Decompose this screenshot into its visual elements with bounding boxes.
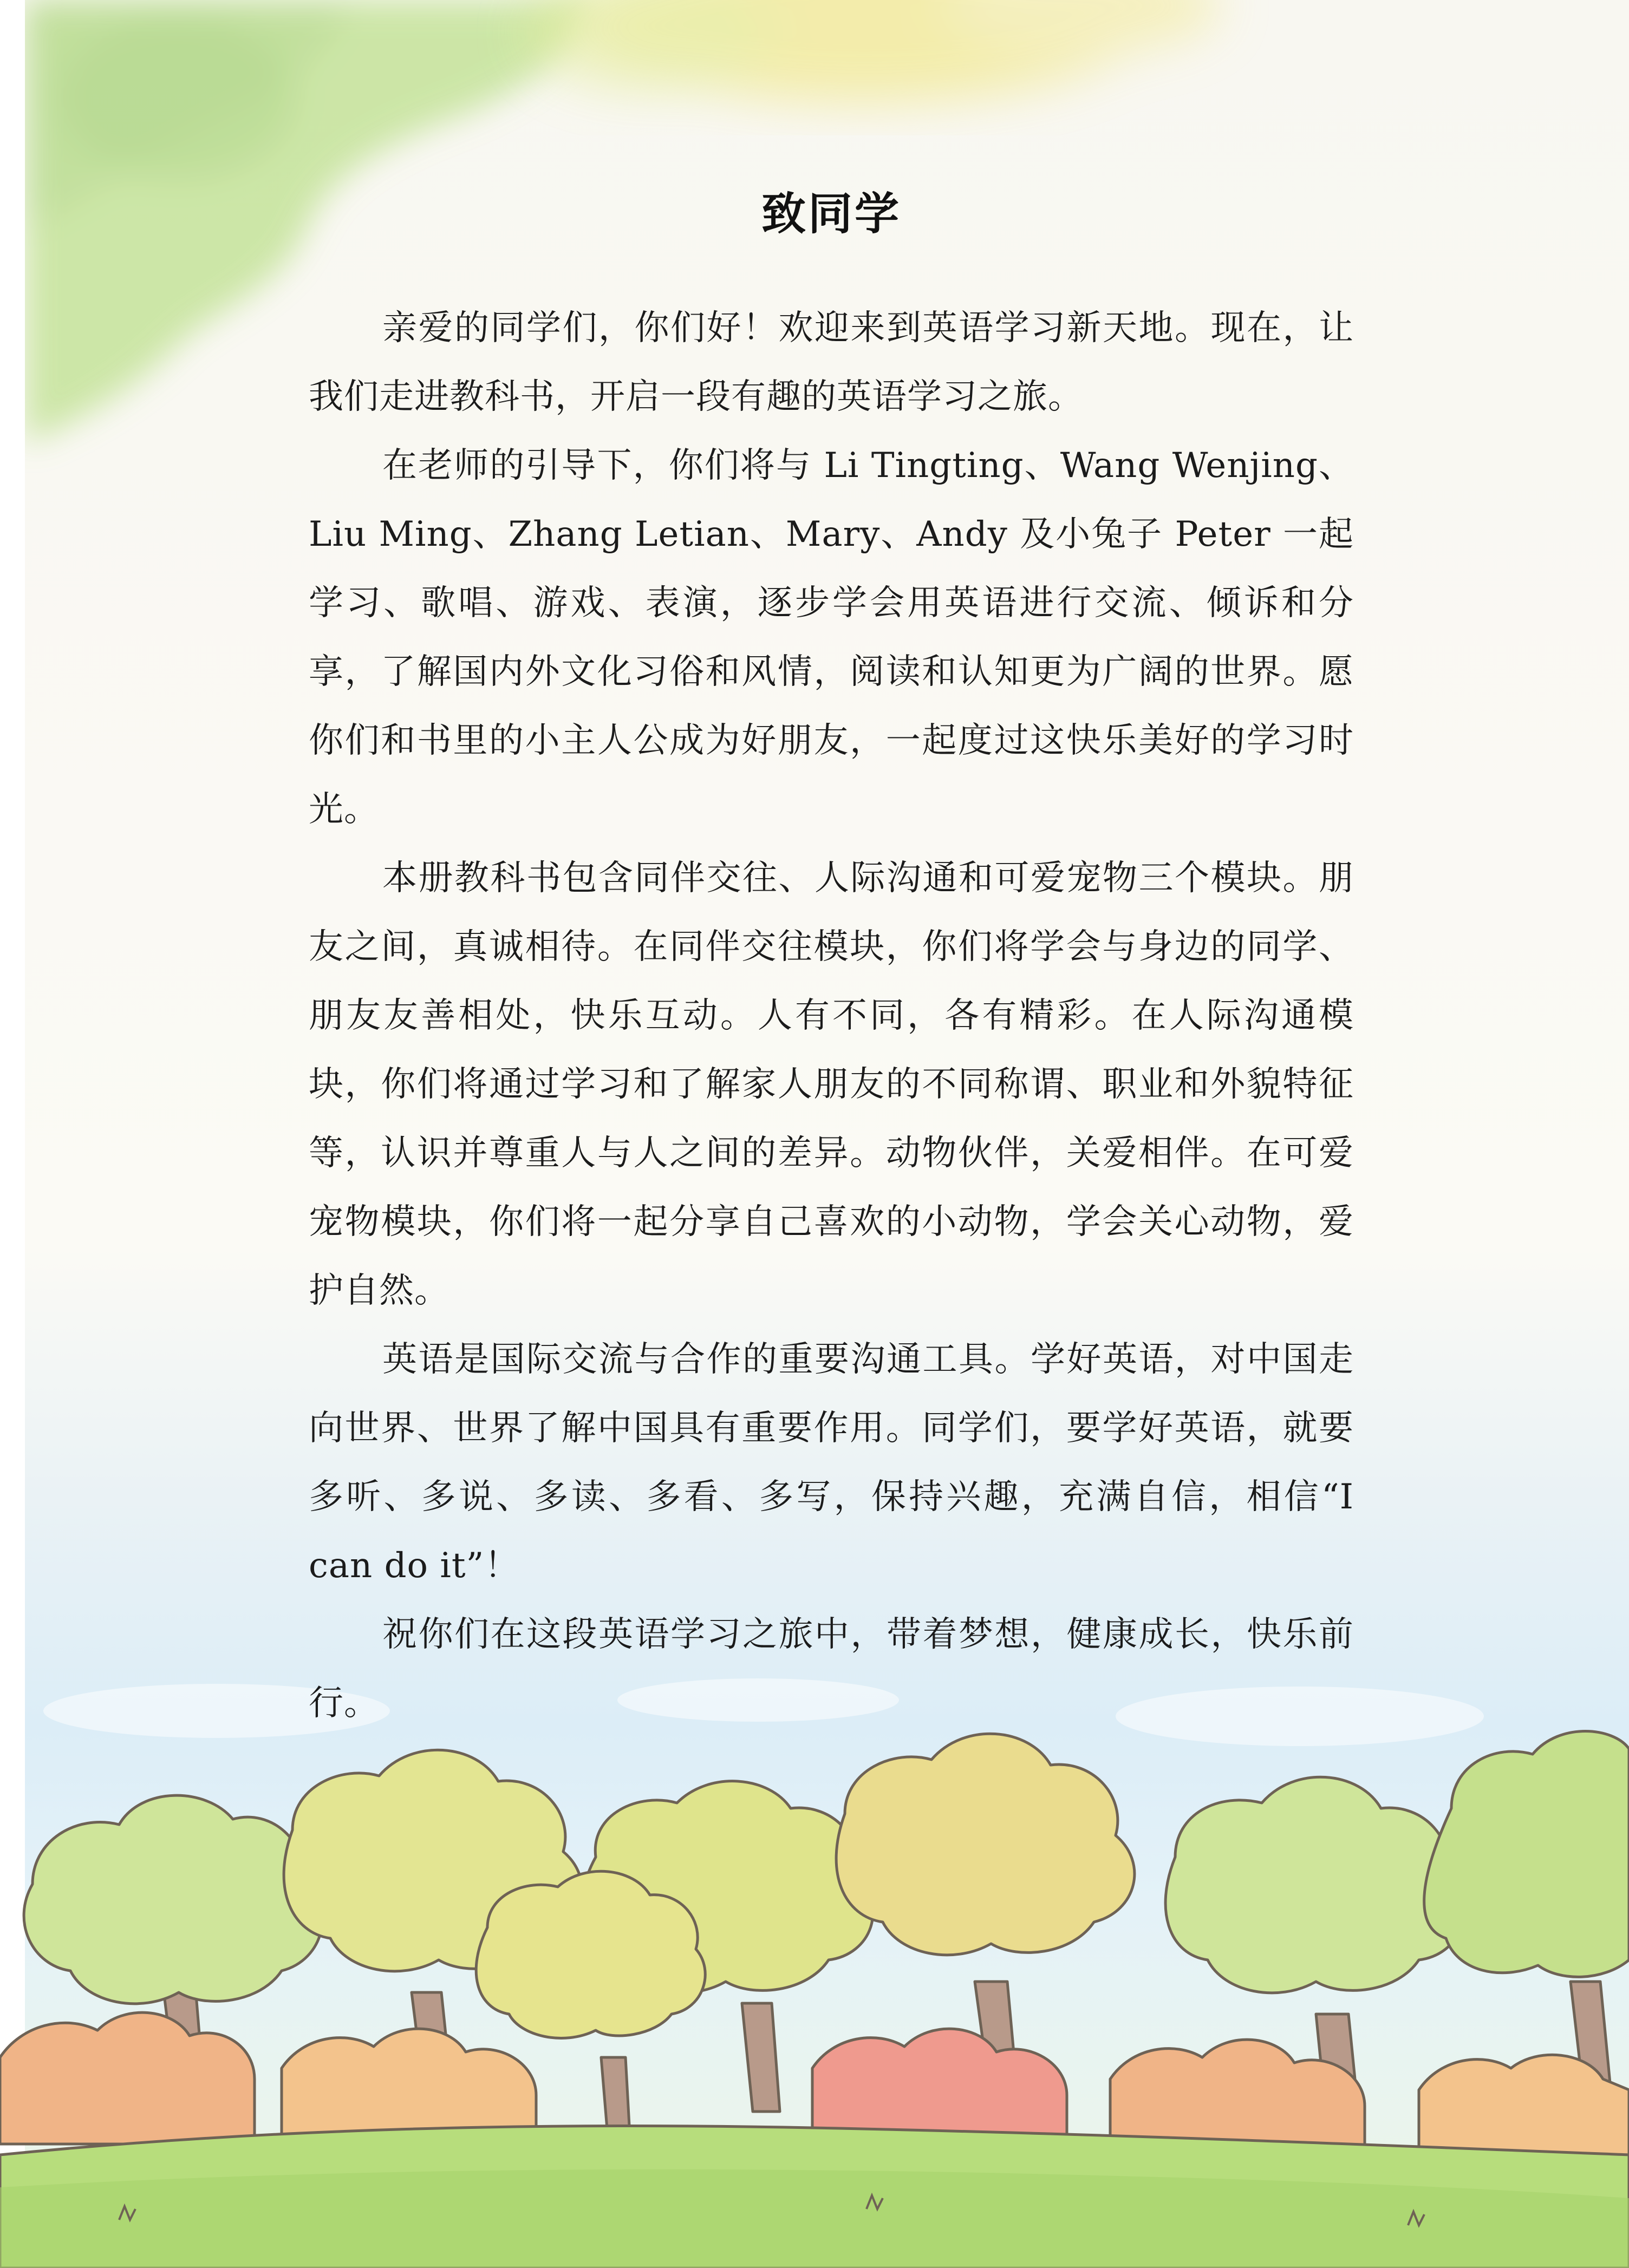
letter-title: 致同学: [761, 188, 901, 240]
forest-illustration: [0, 1678, 1629, 2268]
paragraph-importance: 英语是国际交流与合作的重要沟通工具。学好英语，对中国走向世界、世界了解中国具有重要作用。同学们，要学好英语，就要多听、多说、多读、多看、多写，保持兴趣，充满自信，相信“I can do it”！: [309, 1339, 1354, 1586]
letter-body: [309, 179, 1354, 1738]
paragraph-wishes: 祝你们在这段英语学习之旅中，带着梦想，健康成长，快乐前行。: [309, 1615, 1354, 1723]
paragraph-welcome: 亲爱的同学们，你们好！欢迎来到英语学习新天地。现在，让我们走进教科书，开启一段有趣的英语学习之旅。: [309, 308, 1354, 417]
paragraph-characters: 在老师的引导下，你们将与 Li Tingting、Wang Wenjing、Liu Ming、Zhang Letian、Mary、Andy 及小兔子 Peter 一起学习、歌唱、游戏、表演，逐步学会用英语进行交流、倾诉和分享，了解国内外文化习俗和风情，阅读和认知更为广阔的世界。愿你们和书里的小主人公成为好朋友，一起度过这快乐美好的学习时光。: [309, 446, 1354, 829]
paragraph-modules: 本册教科书包含同伴交往、人际沟通和可爱宠物三个模块。朋友之间，真诚相待。在同伴交往模块，你们将学会与身边的同学、朋友友善相处，快乐互动。人有不同，各有精彩。在人际沟通模块，你们将通过学习和了解家人朋友的不同称谓、职业和外貌特征等，认识并尊重人与人之间的差异。动物伙伴，关爱相伴。在可爱宠物模块，你们将一起分享自己喜欢的小动物，学会关心动物，爱护自然。: [309, 858, 1354, 1311]
